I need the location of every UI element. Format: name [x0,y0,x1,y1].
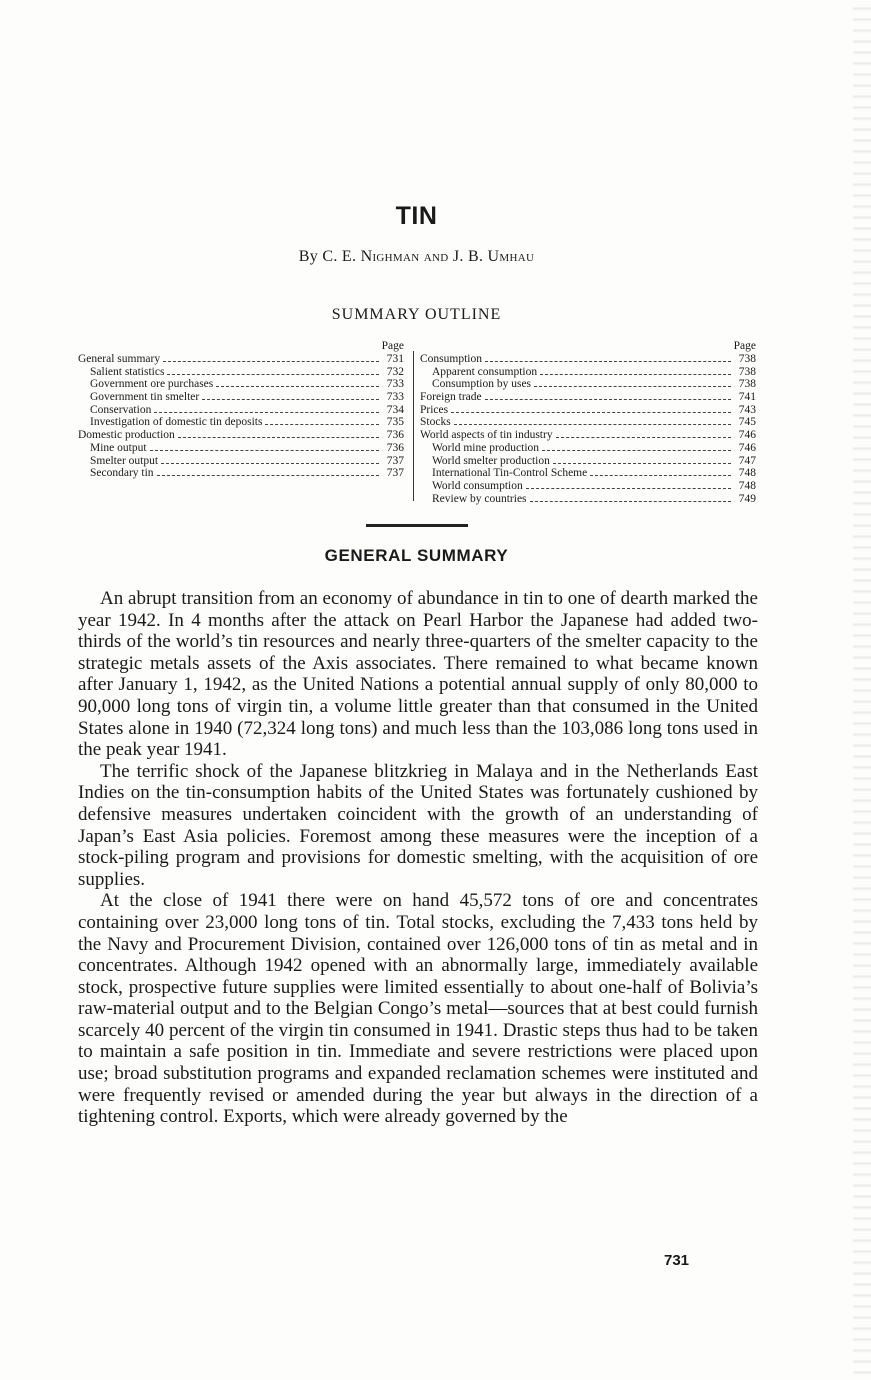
outline-entry-page: 733 [386,391,404,404]
outline-leader-dots [150,450,379,451]
outline-entry [420,455,756,468]
section-heading: GENERAL SUMMARY [324,546,509,565]
outline-leader-dots [451,412,731,413]
outline-leader-dots [163,361,379,362]
outline-entry-label: Government tin smelter [90,391,200,404]
outline-leader-dots [216,386,379,387]
outline-leader-dots [265,424,379,425]
outline-leader-dots [526,488,731,489]
outline-entry-page: 737 [386,454,404,467]
section-rule [366,524,468,527]
outline-entry-page: 746 [738,429,756,442]
chapter-title: TIN [395,202,438,230]
outline-entry-label: Stocks [420,416,451,429]
outline-entry-page: 746 [738,441,756,454]
outline-entry-label: Investigation of domestic tin deposits [90,416,263,429]
outline-left-column [78,340,404,480]
outline-entry-label: Prices [420,403,449,416]
outline-leader-dots [556,437,731,438]
outline-entry-page: 733 [386,378,404,391]
outline-entry [78,404,404,417]
author-1: C. E. Nighman [322,248,420,265]
outline-leader-dots [485,399,731,400]
outline-entry [420,404,756,417]
outline-entry-page: 738 [738,365,756,378]
outline-entry-label: Smelter output [90,454,159,467]
outline-entry [420,467,756,480]
outline-leader-dots [530,501,731,502]
outline-entry-label: Consumption [420,353,482,365]
outline-entry-label: Government ore purchases [90,378,214,391]
outline-entry [420,493,756,506]
outline-entry [420,480,756,493]
outline-entry-label: Mine output [90,441,147,454]
outline-entry-page: 747 [738,454,756,467]
outline-entry-label: Consumption by uses [432,378,532,391]
outline-leader-dots [485,361,731,362]
outline-entry-page: 743 [738,403,756,416]
outline-entry-label: Apparent consumption [432,365,538,378]
outline-entry [420,442,756,455]
outline-entry-page: 745 [738,416,756,429]
outline-entry-page: 741 [738,391,756,404]
outline-entry [78,455,404,468]
outline-entry-label: General summary [78,353,161,365]
outline-right-page-header: Page [733,340,756,352]
outline-entry-page: 731 [386,353,404,365]
outline-entry-page: 734 [386,403,404,416]
outline-entry-page: 738 [738,353,756,365]
outline-leader-dots [540,374,731,375]
outline-entry-page: 736 [386,429,404,442]
outline-leader-dots [534,386,731,387]
outline-entry [78,429,404,442]
outline-entry-label: Secondary tin [90,467,154,480]
outline-entry-label: World aspects of tin industry [420,429,553,442]
outline-leader-dots [157,475,379,476]
outline-right-column [420,340,756,505]
outline-entry-label: World mine production [432,441,540,454]
outline-entry [78,353,404,366]
outline-entry-page: 748 [738,479,756,492]
outline-leader-dots [178,437,379,438]
outline-leader-dots [167,374,379,375]
scan-edge-noise [853,0,871,1380]
outline-leader-dots [542,450,731,451]
outline-entry-label: World smelter production [432,454,550,467]
outline-entry [78,366,404,379]
outline-entry [420,429,756,442]
outline-entry-label: Salient statistics [90,365,165,378]
outline-leader-dots [161,463,379,464]
outline-leader-dots [202,399,379,400]
outline-entry [420,353,756,366]
outline-entry [420,416,756,429]
outline-entry [78,378,404,391]
outline-entry [420,366,756,379]
body-text [78,588,758,1128]
body-paragraph: An abrupt transition from an economy of abundance in tin to one of dearth marked the year 1942. In 4 months after the attack on Pearl Harbor the Japanese had added two-thirds of the world’s tin resources and nearly three-quarters of the smelter capacity to the strategic metals assets of the Axis associates. There remained to what became known after January 1, 1942, as the United Nations a potential annual supply of only 80,000 to 90,000 long tons of virgin tin, a volume little greater than that consumed in the United States alone in 1940 (72,324 long tons) and much less than the 103,086 long tons used in the peak year 1941. [78,588,758,761]
outline-entry-label: Foreign trade [420,391,482,404]
outline-entry [78,416,404,429]
outline-entry-page: 748 [738,467,756,480]
outline-entry-page: 749 [738,492,756,505]
outline-leader-dots [154,412,379,413]
body-paragraph: The terrific shock of the Japanese blitzkrieg in Malaya and in the Netherlands East Indies on the tin-consumption habits of the United States was fortunately cushioned by defensive measures undertaken coincident with the growth of an understanding of Japan’s East Asia policies. Foremost among these measures were the inception of a stock-piling program and provisions for domestic smelting, with the acquisition of ore supplies. [78,760,758,890]
outline-leader-dots [553,463,731,464]
author-line [0,248,833,266]
outline-entry-label: Domestic production [78,429,175,442]
outline-entry-label: World consumption [432,479,523,492]
author-2: J. B. Umhau [452,248,535,265]
outline-entry-page: 732 [386,365,404,378]
outline-entry [420,378,756,391]
summary-outline-heading: SUMMARY OUTLINE [331,306,502,323]
outline-column-divider [413,351,414,501]
author-and: and [423,248,449,265]
page-number: 731 [664,1252,690,1269]
outline-entry-label: Conservation [90,403,152,416]
outline-left-page-header: Page [381,340,404,352]
outline-leader-dots [454,424,731,425]
outline-entry-label: Review by countries [432,492,527,505]
outline-entry-page: 736 [386,441,404,454]
author-by: By [298,248,319,265]
outline-entry-page: 738 [738,378,756,391]
outline-entry-label: International Tin-Control Scheme [432,467,588,480]
outline-entry [78,391,404,404]
outline-entry [78,442,404,455]
outline-leader-dots [590,475,731,476]
body-paragraph: At the close of 1941 there were on hand 45,572 tons of ore and concentrates containing over 23,000 long tons of tin. Total stocks, excluding the 7,433 tons held by the Navy and Procurement Division, contained over 126,000 tons of tin as metal and in concentrates. Although 1942 opened with an abnormally large, immediately available stock, prospective future supplies were limited essentially to about one-half of Bolivia’s raw-material output and to the Belgian Congo’s metal—sources that at best could furnish scarcely 40 percent of the virgin tin consumed in 1941. Drastic steps thus had to be taken to maintain a safe position in tin. Immediate and severe restrictions were placed upon use; broad substitution programs and expanded reclamation schemes were instituted and were frequently revised or amended during the year but always in the direction of a tightening control. Exports, which were already governed by the [78,890,758,1128]
outline-entry-page: 735 [386,416,404,429]
outline-entry-page: 737 [386,467,404,480]
outline-entry [420,391,756,404]
outline-entry [78,467,404,480]
